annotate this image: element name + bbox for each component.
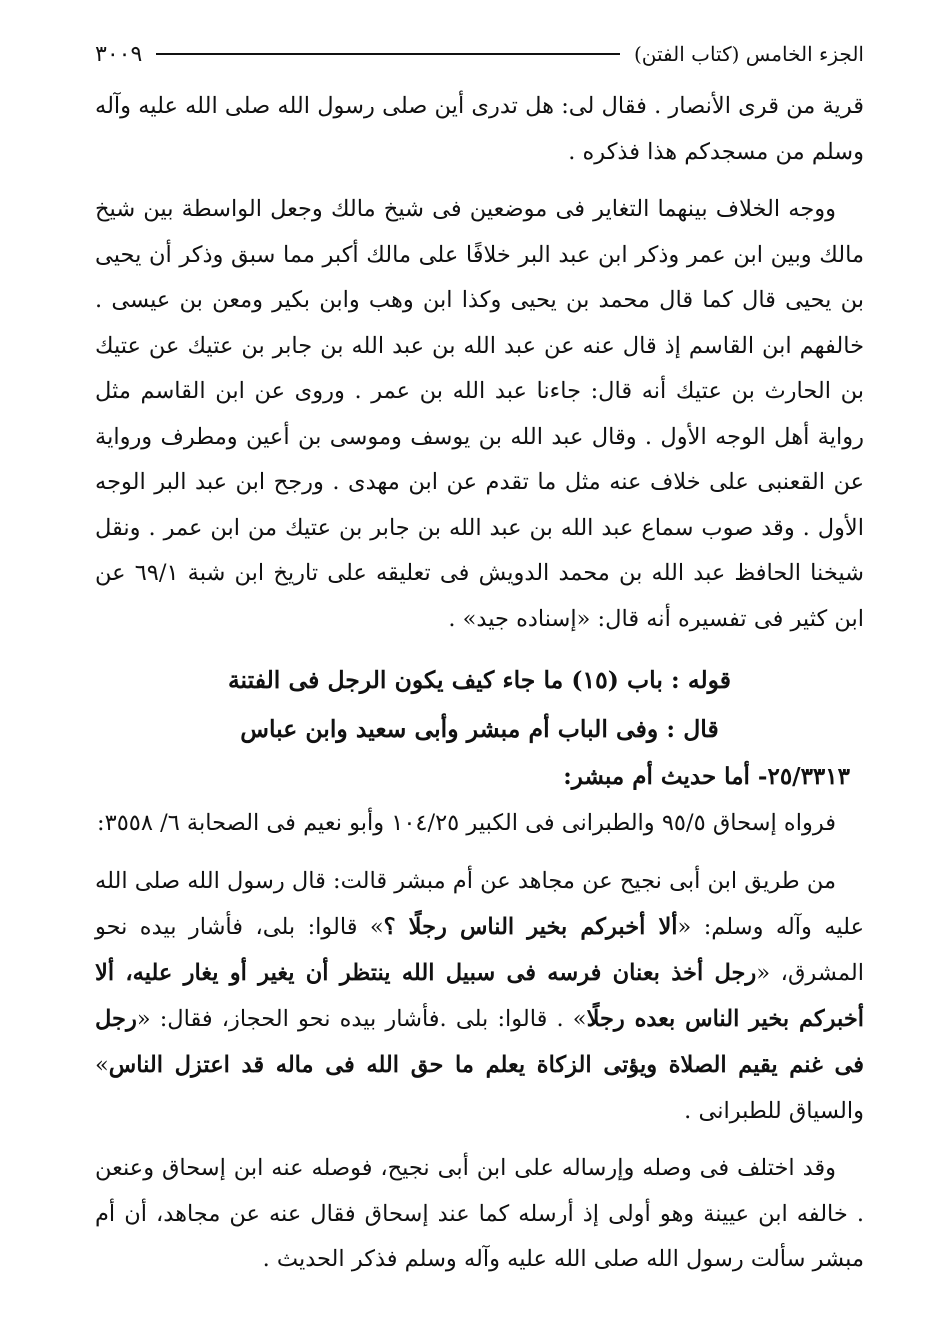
continued-paragraph: قرية من قرى الأنصار . فقال لى: هل تدرى أين صلى رسول الله صلى الله عليه وآله وسلم من مسجدكم هذا فذكره . bbox=[95, 93, 864, 165]
page-number: ٣٠٠٩ bbox=[95, 41, 143, 67]
hadith-paragraph bbox=[95, 858, 864, 1134]
hadith-text: » والسياق للطبرانى . bbox=[95, 1052, 864, 1124]
page-header bbox=[95, 34, 864, 74]
prophetic-quote: ألا أخبركم بخير الناس رجلًا ؟ bbox=[383, 914, 678, 940]
prophetic-quote: رجل فى غنم يقيم الصلاة ويؤتى الزكاة يعلم ما حق الله فى ماله قد اعتزل الناس bbox=[95, 1006, 864, 1078]
commentary-paragraph: ووجه الخلاف بينهما التغاير فى موضعين فى شيخ مالك وجعل الواسطة بين شيخ مالك وبين ابن عمر وذكر ابن عبد البر خلافًا على مالك أكبر مما سبق وذكر أن يحيى بن يحيى قال كما قال محمد بن يحيى وكذا ابن وهب وابن بكير ومعن بن عيسى . خالفهم ابن القاسم إذ قال عنه عن عبد الله بن عبد الله بن جابر بن عتيك عن عتيك بن الحارث بن عتيك أنه قال: جاءنا عبد الله بن عمر . وروى عن ابن القاسم مثل رواية أهل الوجه الأول . وقال عبد الله بن يوسف وموسى بن أعين ومطرف ورواية عن القعنبى على خلاف عنه مثل ما تقدم عن ابن مهدى . ورجح ابن عبد البر الوجه الأول . وقد صوب سماع عبد الله بن عبد الله بن جابر بن عتيك من ابن عمر . ونقل شيخنا الحافظ عبد الله بن محمد الدويش فى تعليقه على تاريخ ابن شبة ٦٩/١ عن ابن كثير فى تفسيره أنه قال: «إسناده جيد» . bbox=[95, 196, 864, 632]
page-body bbox=[95, 84, 864, 1283]
chapter-heading: قوله : باب (١٥) ما جاء كيف يكون الرجل فى الفتنة bbox=[227, 666, 732, 694]
final-paragraph: وقد اختلف فى وصله وإرساله على ابن أبى نجيح، فوصله عنه ابن إسحاق وعنعن . خالفه ابن عيينة وهو أولى إذ أرسله كما عند إسحاق فقال عنه عن مجاهد، أن أم مبشر سألت رسول الله صلى الله عليه وآله وسلم فذكر الحديث . bbox=[95, 1155, 864, 1272]
prophetic-quote: رجل أخذ بعنان فرسه فى سبيل الله ينتظر أن يغير أو يغار عليه، ألا أخبركم بخير الناس بعده رجلًا bbox=[95, 960, 864, 1032]
chapter-subheading: قال : وفى الباب أم مبشر وأبى سعيد وابن عباس bbox=[240, 715, 719, 743]
hadith-text: » . قالوا: بلى .فأشار بيده نحو الحجاز، فقال: « bbox=[136, 1006, 587, 1032]
header-rule bbox=[156, 53, 620, 55]
hadith-number-heading: ٢٥/٣٣١٣- أما حديث أم مبشر: bbox=[563, 763, 850, 790]
hadith-text: » قالوا: بلى، فأشار بيده نحو المشرق، « bbox=[95, 914, 865, 986]
hadith-text: من طريق ابن أبى نجيح عن مجاهد عن أم مبشر قالت: قال رسول الله صلى الله عليه وآله وسلم: « bbox=[95, 868, 864, 940]
running-title: الجزء الخامس (كتاب الفتن) bbox=[633, 42, 864, 66]
source-paragraph: فرواه إسحاق ٩٥/٥ والطبرانى فى الكبير ١٠٤/٢٥ وأبو نعيم فى الصحابة ٦/ ٣٥٥٨: bbox=[97, 810, 836, 836]
